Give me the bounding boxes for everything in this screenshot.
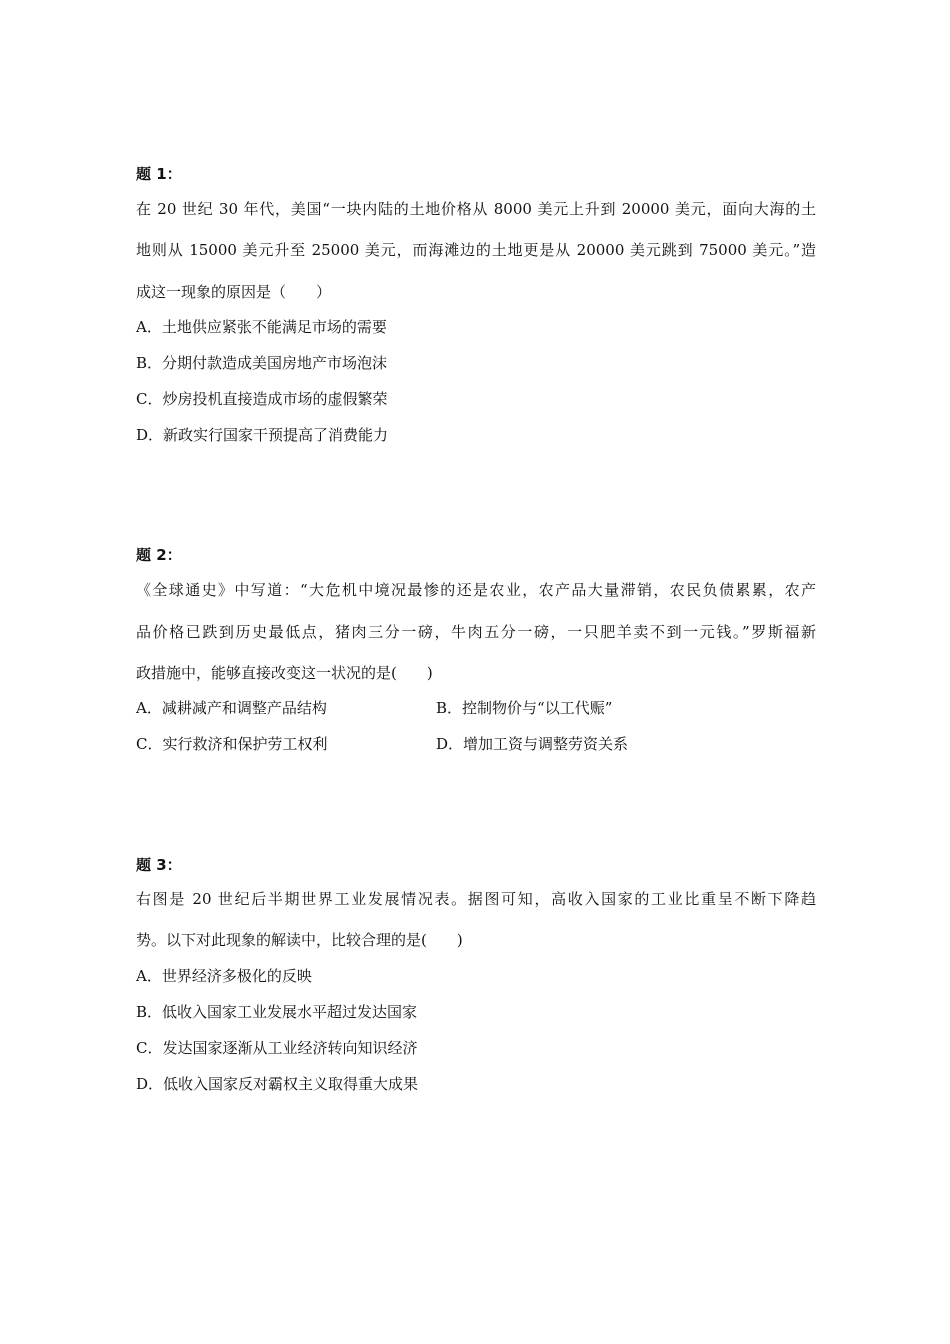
question-2-stem-line-2: 品价格已跌到历史最低点，猪肉三分一磅，牛肉五分一磅，一只肥羊卖不到一元钱。”罗斯福新 <box>136 623 816 641</box>
question-3-option-d: D．低收入国家反对霸权主义取得重大成果 <box>136 1075 419 1093</box>
question-3-stem-line-2: 势。以下对此现象的解读中，比较合理的是( ) <box>136 931 463 949</box>
question-3-option-c: C．发达国家逐渐从工业经济转向知识经济 <box>136 1039 418 1057</box>
question-3-stem-line-1: 右图是 20 世纪后半期世界工业发展情况表。据图可知，高收入国家的工业比重呈不断下降趋 <box>136 890 816 908</box>
question-1-option-a: A．土地供应紧张不能满足市场的需要 <box>136 318 387 336</box>
question-1-option-b: B．分期付款造成美国房地产市场泡沫 <box>136 354 388 372</box>
question-1-option-c: C．炒房投机直接造成市场的虚假繁荣 <box>136 390 388 408</box>
question-1-stem-line-1: 在 20 世纪 30 年代，美国“一块内陆的土地价格从 8000 美元上升到 20000 美元，面向大海的土 <box>136 200 816 218</box>
question-1-stem-line-3: 成这一现象的原因是（ ） <box>136 283 332 301</box>
question-1-title: 题 1： <box>136 165 182 183</box>
question-2-option-c: C．实行救济和保护劳工权利 <box>136 735 328 753</box>
question-2-option-b: B．控制物价与“以工代赈” <box>436 699 613 717</box>
question-2-option-a: A．减耕减产和调整产品结构 <box>136 699 327 717</box>
question-2-option-d: D．增加工资与调整劳资关系 <box>436 735 629 753</box>
question-2-stem-line-1: 《全球通史》中写道：“大危机中境况最惨的还是农业，农产品大量滞销，农民负债累累，农产 <box>136 581 816 599</box>
question-3-option-b: B．低收入国家工业发展水平超过发达国家 <box>136 1003 418 1021</box>
question-3-title: 题 3： <box>136 856 182 874</box>
question-1-stem-line-2: 地则从 15000 美元升至 25000 美元，而海滩边的土地更是从 20000 美元跳到 75000 美元。”造 <box>136 241 816 259</box>
question-1-option-d: D．新政实行国家干预提高了消费能力 <box>136 426 389 444</box>
question-2-title: 题 2： <box>136 546 182 564</box>
question-3-option-a: A．世界经济多极化的反映 <box>136 967 312 985</box>
question-2-stem-line-3: 政措施中，能够直接改变这一状况的是( ) <box>136 664 433 682</box>
